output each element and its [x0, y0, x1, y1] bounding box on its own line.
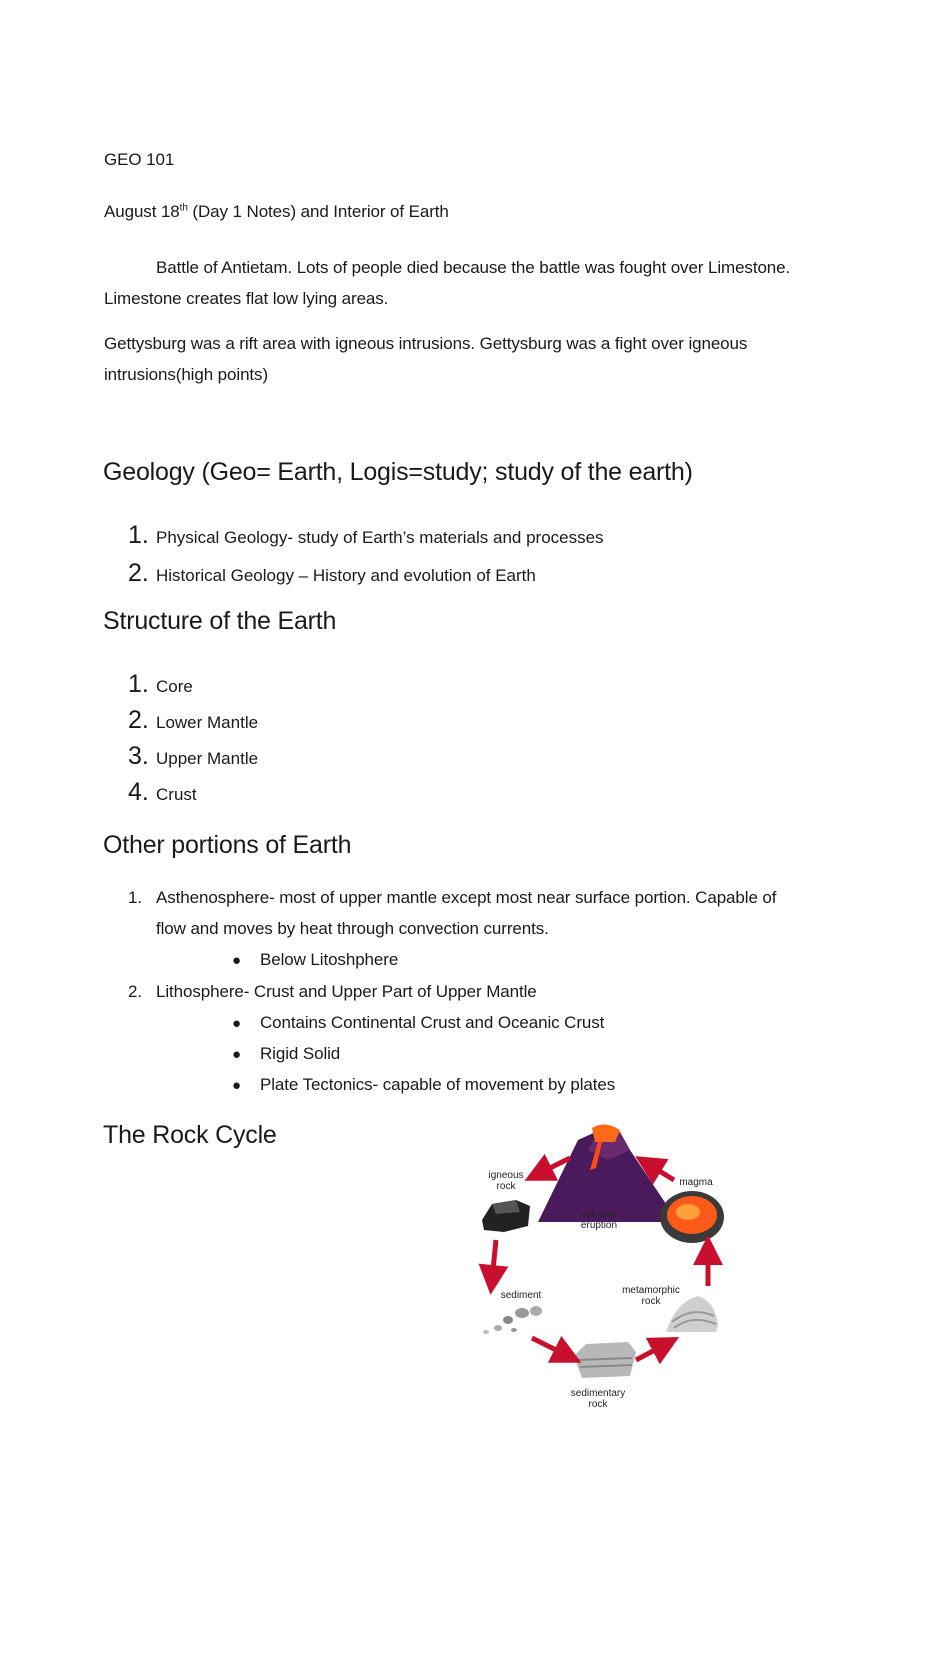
item-number: 2.: [128, 706, 149, 734]
bullet-icon: ●: [232, 1077, 241, 1094]
date-heading: [104, 201, 449, 223]
item-number: 1.: [128, 521, 149, 549]
date-rest: (Day 1 Notes) and Interior of Earth: [187, 202, 449, 221]
item-text: Lithosphere- Crust and Upper Part of Upper Mantle: [156, 982, 537, 1001]
intro-p1-line1: Battle of Antietam. Lots of people died because the battle was fought over Limestone.: [156, 258, 791, 277]
bullet-item: [128, 1074, 808, 1105]
list-item: [128, 778, 258, 808]
item-number: 1.: [128, 670, 149, 698]
rock-cycle-heading: The Rock Cycle: [103, 1121, 277, 1149]
item-number: 2.: [128, 982, 142, 1001]
sedimentary-rock-icon: [574, 1342, 636, 1378]
rock-cycle-svg: [470, 1120, 740, 1420]
list-item: [128, 981, 808, 1003]
list-item: [128, 559, 604, 589]
item-number: 2.: [128, 559, 149, 587]
rock-cycle-diagram: [470, 1120, 740, 1420]
igneous-rock-icon: [482, 1200, 530, 1232]
item-number: 1.: [128, 888, 142, 907]
arrow-icon: [492, 1240, 496, 1280]
structure-list: [128, 670, 258, 808]
list-item: [128, 742, 258, 772]
label-magma: magma: [679, 1177, 713, 1188]
arrow-icon: [636, 1344, 666, 1360]
arrow-icon: [648, 1164, 674, 1180]
bullet-item: [128, 949, 808, 980]
magma-icon: [660, 1191, 724, 1243]
structure-heading: Structure of the Earth: [103, 607, 337, 635]
intro-paragraph-1: [104, 257, 824, 310]
arrow-icon: [532, 1338, 568, 1356]
label-metamorphic-rock: metamorphic rock: [622, 1285, 680, 1307]
list-item: [128, 521, 604, 551]
intro-paragraph-2: [104, 333, 824, 386]
geology-heading: Geology (Geo= Earth, Logis=study; study of the earth): [103, 458, 693, 486]
item-number: 4.: [128, 778, 149, 806]
item-text: Core: [156, 677, 193, 696]
item-text: Crust: [156, 785, 197, 804]
item-text: Physical Geology- study of Earth’s materials and processes: [156, 528, 604, 547]
bullet-icon: ●: [232, 1046, 241, 1063]
list-item: [128, 887, 808, 909]
bullet-text: Contains Continental Crust and Oceanic Crust: [260, 1013, 605, 1032]
item-text: Upper Mantle: [156, 749, 259, 768]
item-number: 3.: [128, 742, 149, 770]
item-text: Lower Mantle: [156, 713, 259, 732]
date-month: August 18: [104, 202, 180, 221]
bullet-text: Below Litoshphere: [260, 950, 399, 969]
bullet-item: [128, 1043, 808, 1074]
bullet-item: [128, 1012, 808, 1043]
list-item: [128, 706, 258, 736]
label-volcanic-eruption: volcanic eruption: [580, 1209, 618, 1231]
intro-p2-line2: intrusions(high points): [104, 365, 269, 384]
bullet-icon: ●: [232, 1015, 241, 1032]
sediment-icon: [483, 1306, 542, 1334]
item-text: Asthenosphere- most of upper mantle except most near surface portion. Capable of: [156, 888, 777, 907]
other-heading: Other portions of Earth: [103, 831, 352, 859]
course-title: GEO 101: [104, 150, 175, 169]
date-superscript: th: [179, 202, 188, 214]
list-item: [128, 670, 258, 700]
label-sedimentary-rock: sedimentary rock: [570, 1388, 626, 1410]
bullet-icon: ●: [232, 952, 241, 969]
label-sediment: sediment: [500, 1290, 542, 1301]
intro-p2-line1: Gettysburg was a rift area with igneous intrusions. Gettysburg was a fight over igneous: [104, 334, 748, 353]
geology-list: [128, 521, 604, 589]
other-list: [128, 887, 808, 1105]
label-igneous-rock: igneous rock: [488, 1170, 524, 1192]
volcano-icon: [538, 1124, 678, 1222]
intro-p1-line2: Limestone creates flat low lying areas.: [104, 289, 389, 308]
bullet-text: Plate Tectonics- capable of movement by plates: [260, 1075, 616, 1094]
item-text: Historical Geology – History and evolution of Earth: [156, 566, 536, 585]
item-text-continued: flow and moves by heat through convection currents.: [156, 919, 549, 938]
bullet-text: Rigid Solid: [260, 1044, 341, 1063]
